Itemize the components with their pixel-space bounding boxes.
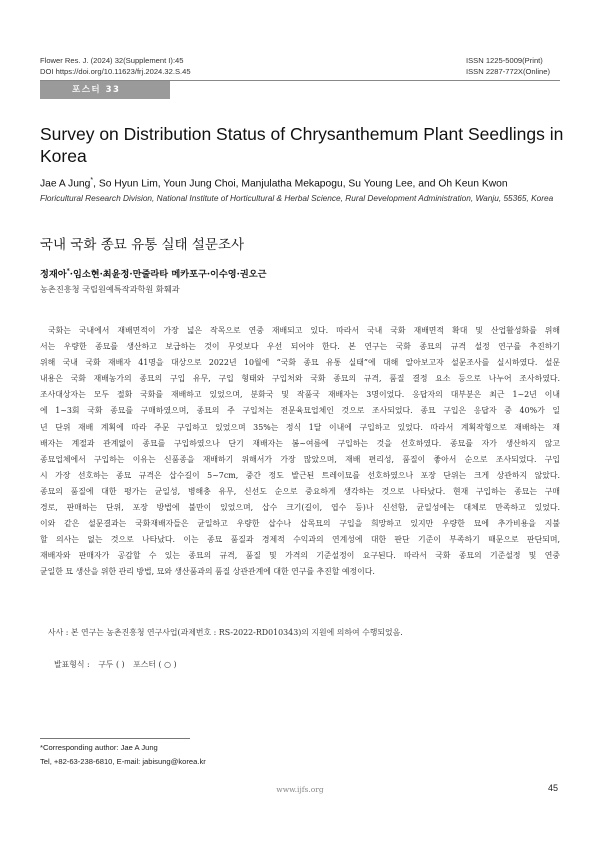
abstract-line: 에 1~3회 국화 종묘를 구매하였으며, 종묘의 주 구입처는 전문육묘업체인 것으로 조사되었다. 종묘 구입은 응답자 중 40%가 일 xyxy=(40,406,560,416)
footnote-divider xyxy=(40,738,190,739)
footnote-corresponding: *Corresponding author: Jae A Jung xyxy=(40,743,158,752)
english-authors xyxy=(40,174,565,191)
korean-coauthors: ·임소현·최윤정·만줄라타 메카포구·이수영·권오근 xyxy=(69,269,267,280)
abstract-line: 균일한 묘 생산을 위한 관리 방법, 묘와 생산품과의 품질 상관관계에 대한 연구를 추진할 예정이다. xyxy=(40,567,375,577)
abstract-line: 이와 같은 설문결과는 국화재배자들은 균일하고 우량한 삽수나 삽목묘의 구입을 희망하고 있지만 우량한 묘에 추가비용을 지불 xyxy=(40,519,560,529)
korean-affiliation: 농촌진흥청 국립원예특작과학원 화훼과 xyxy=(40,284,180,294)
abstract-line: 종묘업체에서 구입하는 이유는 신품종을 재배하기 위해서가 가장 많았으며, 재배 편리성, 품질이 좋아서 순으로 조사되었다. 구입 xyxy=(40,454,560,464)
abstract-line: 시 가장 선호하는 종묘 규격은 삽수길이 5~7cm, 중간 정도 발근된 트레이묘를 선호하였으나 포장 단위는 크게 상관하지 않았다. xyxy=(40,470,560,480)
korean-title: 국내 국화 종묘 유통 실태 설문조사 xyxy=(40,237,245,253)
english-title: Survey on Distribution Status of Chrysanthemum Plant Seedlings in Korea xyxy=(40,124,564,166)
journal-volume-line: Flower Res. J. (2024) 32(Supplement I):45 xyxy=(40,56,184,65)
abstract-line: 위해 국내 국화 재배자 41명을 대상으로 2022년 10월에 “국화 종묘 유통 실태”에 대해 알아보고자 설문조사를 실시하였다. 설문 xyxy=(40,358,560,368)
abstract-line: 재배자와 판매자가 공감할 수 있는 종묘의 규격, 품질 및 가격의 기준설정이 요구된다. 따라서 국화 종묘의 기준설정 및 연중 xyxy=(40,551,560,561)
korean-corresponding-mark: * xyxy=(66,267,70,275)
acknowledgement: 사사 : 본 연구는 농촌진흥청 연구사업(과제번호 : RS-2022-RD010343)의 지원에 의하여 수행되었음. xyxy=(48,628,403,637)
presentation-poster: 포스터 ( ○ ) xyxy=(133,660,177,669)
issn-block xyxy=(466,55,550,77)
page-number: 45 xyxy=(548,783,559,793)
corresponding-mark: * xyxy=(90,177,94,184)
doi-line[interactable]: DOI https://doi.org/10.11623/frj.2024.32.S.45 xyxy=(40,67,191,76)
korean-corresponding-author: 정재아 xyxy=(40,269,67,280)
abstract-line: 국화는 국내에서 재배면적이 가장 넓은 작목으로 연중 재배되고 있다. 따라서 국내 국화 재배면적 확대 및 산업활성화를 위해 xyxy=(48,326,560,335)
website-footer: www.ijfs.org xyxy=(276,785,324,794)
abstract-line: 경로, 판매하는 단위, 포장 방법에 불만이 있었으며, 삽수 크기(길이, 엽수 등)나 신선함, 균일성에는 대체로 만족하고 있었다. xyxy=(40,503,560,513)
issn-print: ISSN 1225-5009(Print) xyxy=(466,56,543,65)
presentation-oral: 구두 ( ) xyxy=(98,660,125,669)
korean-authors xyxy=(40,266,266,280)
presentation-label: 발표형식 : xyxy=(54,660,90,669)
issn-online: ISSN 2287-772X(Online) xyxy=(466,67,550,76)
abstract-line: 서는 우량한 종묘를 생산하고 보급하는 것이 무엇보다 우선 되어야 한다. 본 연구는 국화 종묘의 규격 설정 연구를 추진하기 xyxy=(40,342,560,352)
abstract-line: 년 단위 재배 계획에 따라 주문 구입하고 있었으며 35%는 정식 1달 이내에 구입하고 있었다. 따라서 계획작형으로 재배하는 재 xyxy=(40,422,560,432)
abstract-body xyxy=(40,323,560,581)
abstract-line: 조사대상자는 모두 절화 국화를 재배하고 있었으며, 분화국 및 작품국 재배자는 3명이었다. 응답자의 대부분은 최근 1~2년 이내 xyxy=(40,390,560,400)
abstract-line: 내용은 국화 재배농가의 종묘의 구입 유무, 구입 형태와 구입처와 국화 종묘의 규격, 품질 결정 요소 등으로 나누어 조사하였다. xyxy=(40,374,560,384)
poster-tag: 포스터 33 xyxy=(40,81,170,99)
abstract-line: 할 의사는 없는 것으로 나타났다. 이는 종묘 품질과 경제적 수익과의 연계성에 대한 판단 기준이 부족하기 때문으로 판단되며, xyxy=(40,535,560,545)
presentation-format xyxy=(54,659,183,670)
footnote-contact: Tel, +82-63-238-6810, E-mail: jabisung@korea.kr xyxy=(40,757,206,766)
journal-citation xyxy=(40,55,191,77)
corresponding-author-name: Jae A Jung xyxy=(40,178,91,190)
english-affiliation: Floricultural Research Division, National Institute of Horticultural & Herbal Science, Rural Development Administration, Wanju, 55365, Korea xyxy=(40,193,554,203)
abstract-line: 종묘의 품질에 대한 평가는 균일성, 병해충 유무, 신선도 순으로 중요하게 생각하는 것으로 나타났다. 현재 구입하는 종묘는 구매 xyxy=(40,486,560,496)
abstract-line: 배자는 계절과 관계없이 종묘를 구입하였으나 단기 재배자는 봄~여름에 구입하는 것을 선호하였다. 종묘를 자가 생산하지 않고 xyxy=(40,438,560,448)
coauthors: , So Hyun Lim, Youn Jung Choi, Manjulatha Mekapogu, Su Young Lee, and Oh Keun Kwon xyxy=(93,178,508,190)
